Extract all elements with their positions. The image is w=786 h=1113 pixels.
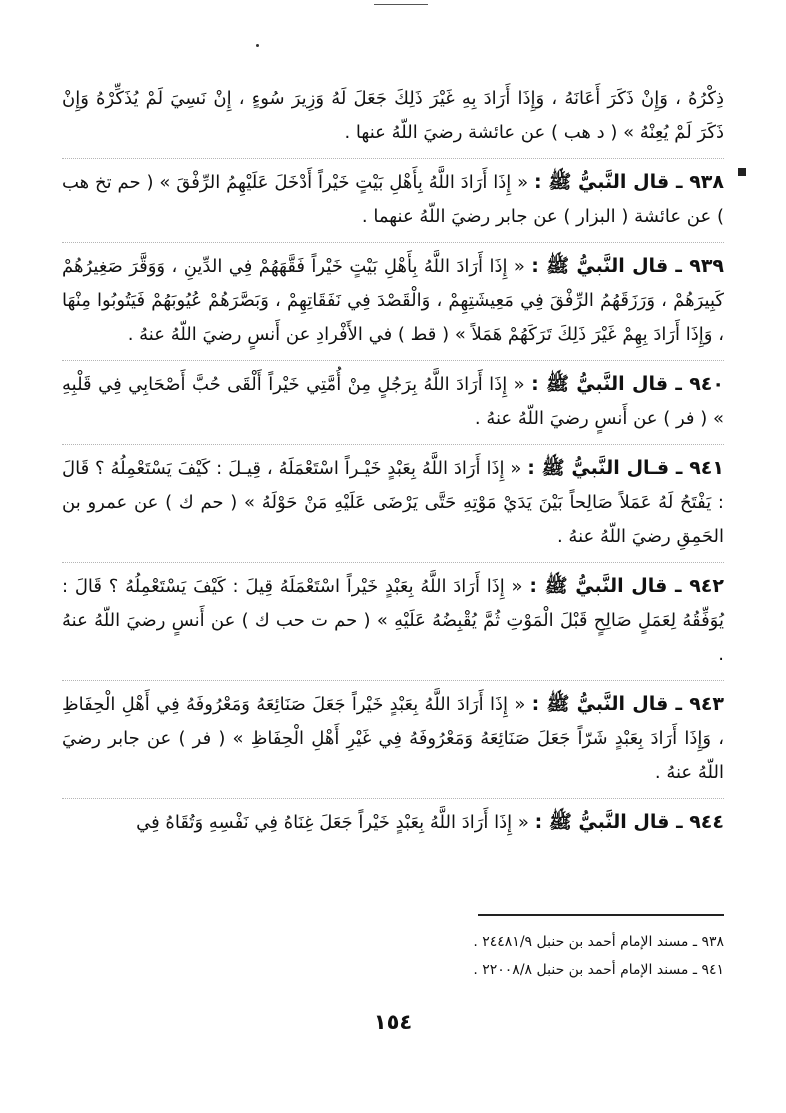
footnote-941: ٩٤١ ـ مسند الإمام أحمد بن حنبل ٢٢٠٠٨/٨ . — [473, 962, 724, 978]
hadith-entry-944 — [62, 798, 724, 840]
hadith-heading: ٩٤٤ ـ قال النَّبيُّ ﷺ : — [534, 811, 724, 833]
hadith-text: « إِذَا أَرَادَ اللَّهُ بِأَهْلِ بَيْتٍ خَيْراً فَقَّهَهُمْ فِي الدِّينِ ، وَوَقَّرَ صَغِيرُهُمْ كَبِيرَهُمْ ، وَرَزَقَهُمُ الرِّفْقَ فِي مَعِيشَتِهِمْ ، وَالْقَصْدَ فِي نَفَقَاتِهِمْ ، وَبَصَّرَهُمْ عُيُوبَهُمْ فَيَتُوبُوا مِنْهَا ، وَإِذَا أَرَادَ بِهِمْ غَيْرَ ذَلِكَ تَرَكَهُمْ هَمَلاً » ( قط ) في الأَفْرادِ عن أَنسٍ رضيَ اللّهُ عنهُ . — [62, 256, 724, 345]
hadith-entry-942 — [62, 562, 724, 672]
intro-paragraph: ذِكْرُهُ ، وَإِنْ ذَكَرَ أَعَانَهُ ، وَإِذَا أَرَادَ بِهِ غَيْرَ ذَلِكَ جَعَلَ لَهُ وَزِيرَ سُوءٍ ، إِنْ نَسِيَ لَمْ يُذَكِّرْهُ وَإِنْ ذَكَرَ لَمْ يُعِنْهُ » ( د هب ) عن عائشة رضيَ اللّهُ عنها . — [62, 88, 724, 143]
hadith-entry-939 — [62, 242, 724, 352]
hadith-entry-940 — [62, 360, 724, 436]
top-edge-rule — [374, 4, 428, 5]
hadith-text: « إِذَا أَرَادَ اللَّهُ بِعَبْدٍ خَيْـراً اسْتَعْمَلَهُ ، قِيـلَ : كَيْفَ يَسْتَعْمِلُهُ ؟ قَالَ : يَفْتَحُ لَهُ عَمَلاً صَالِحاً بَيْنَ يَدَيْ مَوْتِهِ حَتَّى يَرْضَى عَلَيْهِ مَنْ حَوْلَهُ » ( حم ك ) عن عمرو بن الحَمِقِ رضيَ اللّهُ عنهُ . — [62, 458, 724, 547]
hadith-heading: ٩٣٩ ـ قال النَّبيُّ ﷺ : — [531, 255, 725, 277]
hadith-heading: ٩٤١ ـ قـال النَّبيُّ ﷺ : — [527, 457, 724, 479]
footnote-separator — [478, 914, 724, 916]
hadith-text: « إِذَا أَرَادَ اللَّهُ بِأَهْلِ بَيْتٍ خَيْراً أَدْخَلَ عَلَيْهِمُ الرِّفْقَ » ( حم تخ هب ) عن عائشة ( البزار ) عن جابر رضيَ اللّهُ عنهما . — [62, 172, 724, 227]
hadith-heading: ٩٣٨ ـ قال النَّبيُّ ﷺ : — [533, 171, 724, 193]
hadith-heading: ٩٤٣ ـ قال النَّبيُّ ﷺ : — [531, 693, 725, 715]
hadith-heading: ٩٤٢ ـ قال النَّبيُّ ﷺ : — [529, 575, 724, 597]
hadith-text: « إِذَا أَرَادَ اللَّهُ بِعَبْدٍ خَيْراً جَعَلَ غِنَاهُ فِي نَفْسِهِ وَتُقَاهُ فِي — [136, 812, 529, 833]
page-number: ١٥٤ — [373, 1010, 413, 1034]
page-body — [62, 82, 724, 840]
scan-speck — [256, 44, 259, 47]
hadith-text: « إِذَا أَرَادَ اللَّهُ بِعَبْدٍ خَيْراً اسْتَعْمَلَهُ قِيلَ : كَيْفَ يَسْتَعْمِلُهُ ؟ قَالَ : يُوَفِّقُهُ لِعَمَلٍ صَالِحٍ قَبْلَ الْمَوْتِ ثُمَّ يُقْبِضُهُ عَلَيْهِ » ( حم ت حب ك ) عن أَنسٍ رضيَ اللّهُ عنهُ . — [62, 576, 724, 665]
hadith-entry-943 — [62, 680, 724, 790]
hadith-heading: ٩٤٠ ـ قال النَّبيُّ ﷺ : — [531, 373, 724, 395]
hadith-text: « إِذَا أَرَادَ اللَّهُ بِرَجُلٍ مِنْ أُمَّتِي خَيْراً أَلْقَى حُبَّ أَصْحَابِي فِي قَلْبِهِ » ( فر ) عن أَنسٍ رضيَ اللّهُ عنهُ . — [62, 374, 724, 429]
hadith-text: « إِذَا أَرَادَ اللَّهُ بِعَبْدٍ خَيْراً جَعَلَ صَنَائِعَهُ وَمَعْرُوفَهُ فِي أَهْلِ الْحِفَاظِ ، وَإِذَا أَرَادَ بِعَبْدٍ شَرّاً جَعَلَ صَنَائِعَهُ وَمَعْرُوفَهُ فِي غَيْرِ أَهْلِ الْحِفَاظِ » ( فر ) عن جابر رضيَ اللّهُ عنهُ . — [62, 694, 724, 783]
hadith-entry-938 — [62, 158, 724, 234]
margin-bullet-mark — [738, 168, 746, 176]
footnotes — [62, 928, 724, 984]
footnote-938: ٩٣٨ ـ مسند الإمام أحمد بن حنبل ٢٤٤٨١/٩ . — [473, 934, 724, 950]
hadith-entry-941 — [62, 444, 724, 554]
